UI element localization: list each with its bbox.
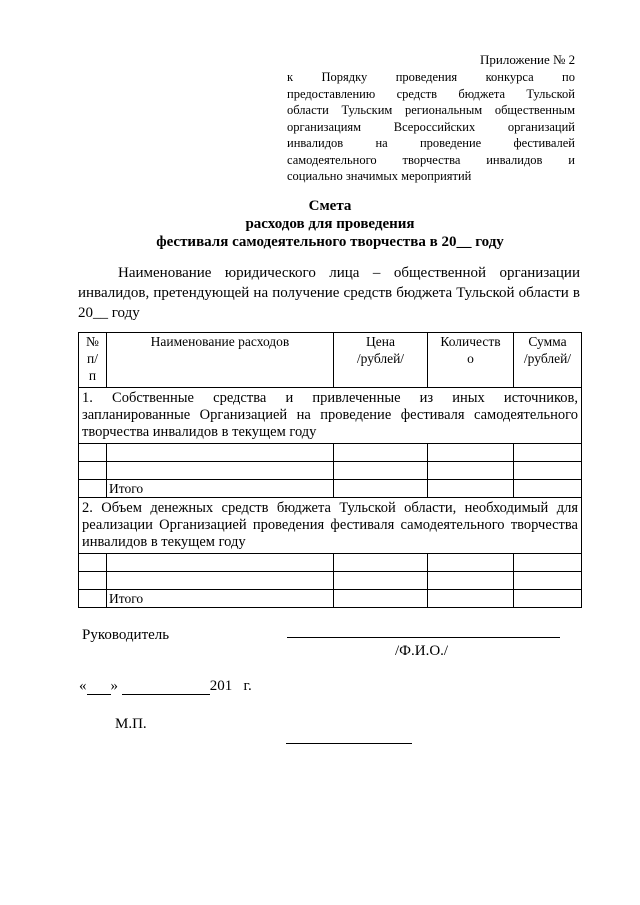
table-cell[interactable] <box>428 590 514 608</box>
header-text: № <box>86 334 99 349</box>
appendix-line: организациям Всероссийских организаций <box>287 119 575 134</box>
table-cell[interactable] <box>79 554 107 572</box>
section-text: творчества инвалидов в текущем году <box>82 424 317 440</box>
table-header-row <box>79 333 582 388</box>
table-cell <box>79 590 107 608</box>
header-text: /рублей/ <box>356 351 405 366</box>
section-2-total-row <box>79 590 582 608</box>
intro-line-1: Наименование юридического лица – общественной организации <box>118 265 580 281</box>
title-line-2: расходов для проведения <box>245 216 415 232</box>
header-number <box>79 333 107 388</box>
table-cell[interactable] <box>514 444 582 462</box>
table-cell[interactable] <box>428 480 514 498</box>
header-text: Сумма <box>528 334 567 349</box>
table-cell[interactable] <box>334 554 428 572</box>
table-cell[interactable] <box>107 462 334 480</box>
table-row <box>79 444 582 462</box>
table-row <box>79 462 582 480</box>
header-text: п/ <box>87 351 98 366</box>
title-line-3: фестиваля самодеятельного творчества в 20__ году <box>156 234 504 250</box>
total-label: Итого <box>107 590 334 608</box>
header-text: о <box>467 351 474 366</box>
table-cell[interactable] <box>79 462 107 480</box>
table-cell <box>79 480 107 498</box>
signature-line[interactable] <box>287 637 560 638</box>
header-text: п <box>88 368 97 383</box>
intro-line-3: в 20__ году <box>78 285 580 321</box>
header-price <box>334 333 428 388</box>
header-text: /рублей/ <box>523 351 572 366</box>
appendix-line: инвалидов на проведение фестивалей <box>287 136 575 150</box>
date-quote-close: » <box>110 678 118 694</box>
section-text: запланированные Организацией на проведение фестиваля самодеятельного <box>82 407 578 423</box>
table-row <box>79 554 582 572</box>
appendix-line: области Тульским региональным общественным <box>287 103 575 117</box>
appendix-line: социально значимых мероприятий <box>287 169 472 183</box>
header-text: Наименование расходов <box>150 334 290 349</box>
section-text: 1. Собственные средства и привлеченные из иных источников, <box>82 390 578 406</box>
table-cell[interactable] <box>334 462 428 480</box>
section-1-row <box>79 388 582 444</box>
date-year: 201 <box>209 678 233 694</box>
table-cell[interactable] <box>107 572 334 590</box>
table-cell[interactable] <box>79 444 107 462</box>
section-text: реализации Организацией проведения фестиваля самодеятельного <box>82 517 505 533</box>
section-1-total-row <box>79 480 582 498</box>
title-line-1: Смета <box>308 198 352 214</box>
section-2-row <box>79 498 582 554</box>
table-row <box>79 572 582 590</box>
header-text: Цена <box>366 334 395 349</box>
appendix-description <box>287 69 575 185</box>
section-text: 2. Объем денежных средств бюджета Тульской области, необходимый для <box>82 500 578 516</box>
organization-name-prompt <box>78 263 580 323</box>
table-cell[interactable] <box>514 590 582 608</box>
document-title <box>60 197 600 251</box>
month-blank[interactable] <box>122 680 210 695</box>
table-cell[interactable] <box>107 554 334 572</box>
table-cell[interactable] <box>428 554 514 572</box>
table-cell[interactable] <box>428 462 514 480</box>
table-cell[interactable] <box>428 572 514 590</box>
table-cell[interactable] <box>334 480 428 498</box>
fio-label: /Ф.И.О./ <box>395 643 449 659</box>
section-1-title <box>79 388 582 444</box>
table-cell[interactable] <box>334 590 428 608</box>
table-cell[interactable] <box>79 572 107 590</box>
header-quantity <box>428 333 514 388</box>
table-cell[interactable] <box>514 572 582 590</box>
intro-line-2: инвалидов, претендующей на получение средств бюджета Тульской области <box>78 285 569 301</box>
section-2-title <box>79 498 582 554</box>
table-cell[interactable] <box>334 572 428 590</box>
appendix-line: к Порядку проведения конкурса по <box>287 70 575 84</box>
leader-label: Руководитель <box>82 627 170 643</box>
budget-table <box>78 332 582 608</box>
table-cell[interactable] <box>334 444 428 462</box>
section-text: творчества инвалидов в текущем году <box>82 517 578 550</box>
table-cell[interactable] <box>107 444 334 462</box>
table-cell[interactable] <box>514 554 582 572</box>
table-cell[interactable] <box>514 480 582 498</box>
appendix-line: самодеятельного творчества инвалидов и <box>287 152 575 167</box>
date-quote-open: « <box>79 678 87 694</box>
header-expense-name <box>107 333 334 388</box>
stamp-signature-line[interactable] <box>286 743 412 744</box>
day-blank[interactable] <box>87 680 111 695</box>
header-sum <box>514 333 582 388</box>
date-suffix: г. <box>243 678 252 694</box>
table-cell[interactable] <box>514 462 582 480</box>
appendix-title: Приложение № 2 <box>480 52 576 67</box>
date-field <box>79 678 252 695</box>
header-text: Количеств <box>440 334 501 349</box>
table-cell[interactable] <box>428 444 514 462</box>
total-label: Итого <box>107 480 334 498</box>
stamp-label: М.П. <box>115 716 147 732</box>
appendix-line: предоставлению средств бюджета Тульской <box>287 86 575 101</box>
